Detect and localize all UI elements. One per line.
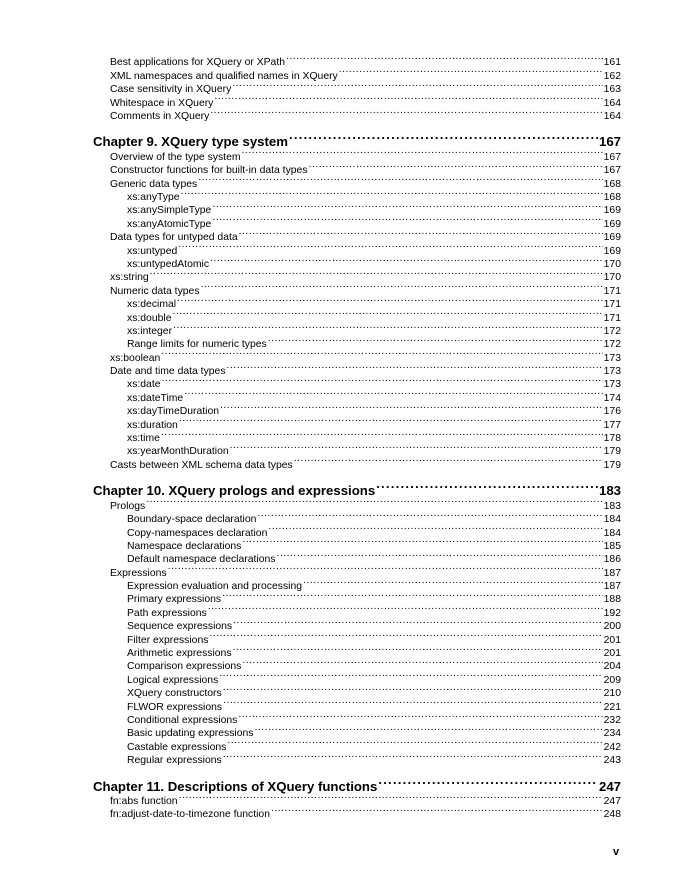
toc-entry-title: Overview of the type system [110, 151, 241, 163]
dot-leader [222, 589, 603, 602]
toc-entry-page: 185 [603, 540, 621, 552]
dot-leader [376, 478, 598, 495]
toc-entry-page: 172 [603, 339, 621, 351]
toc-entry[interactable] [93, 387, 621, 404]
toc-entry-title: Castable expressions [127, 741, 227, 753]
toc-chapter-entry[interactable] [93, 774, 621, 794]
toc-entry-title: xs:dayTimeDuration [127, 406, 220, 418]
toc-entry-page: 167 [603, 165, 621, 177]
toc-entry-page: 163 [603, 84, 621, 96]
toc-chapter-entry[interactable] [93, 129, 621, 150]
dot-leader [303, 576, 603, 589]
dot-leader [230, 441, 603, 454]
toc-entry[interactable] [93, 495, 621, 512]
toc-entry-page: 162 [603, 70, 621, 82]
dot-leader [210, 106, 602, 119]
toc-entry-title: xs:string [110, 272, 149, 284]
toc-entry-page: 178 [603, 433, 621, 445]
dot-leader [208, 602, 603, 615]
dot-leader [161, 347, 602, 360]
toc-entry-title: xs:anyType [127, 192, 180, 204]
toc-entry-title: XQuery constructors [127, 688, 222, 700]
toc-entry-page: 171 [603, 312, 621, 324]
toc-entry-page: 174 [603, 392, 621, 404]
dot-leader [309, 160, 603, 173]
dot-leader [239, 227, 603, 240]
dot-leader [242, 656, 602, 669]
toc-entry-title: Chapter 11. Descriptions of XQuery functions [93, 778, 378, 794]
toc-entry-title: Constructor functions for built-in data types [110, 165, 308, 177]
toc-entry-page: 170 [603, 272, 621, 284]
toc-entry[interactable] [93, 347, 621, 364]
toc-entry-title: Data types for untyped data [110, 232, 238, 244]
toc-entry-page: 173 [603, 366, 621, 378]
toc-entry[interactable] [93, 307, 621, 324]
dot-leader [223, 696, 603, 709]
dot-leader [172, 307, 602, 320]
toc-entry-title: Arithmetic expressions [127, 648, 232, 660]
toc-entry-title: Logical expressions [127, 674, 219, 686]
toc-entry-page: 247 [598, 778, 621, 794]
dot-leader [146, 495, 602, 508]
toc-entry-page: 168 [603, 192, 621, 204]
table-of-contents [93, 52, 621, 821]
toc-entry-title: Comments in XQuery [110, 110, 210, 122]
toc-entry-page: 204 [603, 661, 621, 673]
toc-entry-page: 179 [603, 446, 621, 458]
toc-entry[interactable] [93, 280, 621, 297]
dot-leader [271, 804, 603, 817]
toc-entry-title: xs:date [127, 379, 161, 391]
toc-entry-title: xs:untypedAtomic [127, 258, 210, 270]
toc-entry-page: 184 [603, 527, 621, 539]
toc-entry-page: 171 [603, 285, 621, 297]
dot-leader [168, 562, 603, 575]
toc-entry-page: 183 [598, 483, 621, 499]
toc-entry-page: 173 [603, 352, 621, 364]
dot-leader [212, 213, 602, 226]
toc-entry-page: 243 [603, 755, 621, 767]
toc-entry-page: 161 [603, 57, 621, 69]
toc-entry-title: xs:time [127, 433, 160, 445]
toc-entry-page: 169 [603, 245, 621, 257]
toc-entry-page: 247 [603, 796, 621, 808]
toc-entry-title: Best applications for XQuery or XPath [110, 57, 285, 69]
toc-entry-page: 192 [603, 607, 621, 619]
toc-entry-page: 187 [603, 581, 621, 593]
toc-entry-title: Case sensitivity in XQuery [110, 84, 232, 96]
dot-leader [173, 321, 603, 334]
page-number: v [613, 846, 620, 858]
toc-entry-page: 187 [603, 567, 621, 579]
toc-entry-page: 232 [603, 714, 621, 726]
toc-entry-page: 201 [603, 648, 621, 660]
toc-entry-page: 177 [603, 419, 621, 431]
toc-entry-title: xs:yearMonthDuration [127, 446, 229, 458]
toc-entry-title: Comparison expressions [127, 661, 242, 673]
dot-leader [179, 414, 603, 427]
toc-entry-page: 168 [603, 178, 621, 190]
toc-entry-title: Numeric data types [110, 285, 200, 297]
dot-leader [181, 187, 603, 200]
dot-leader [227, 361, 603, 374]
toc-entry-title: Sequence expressions [127, 621, 233, 633]
toc-entry[interactable] [93, 441, 621, 458]
toc-entry-title: Prologs [110, 500, 146, 512]
toc-entry-page: 200 [603, 621, 621, 633]
toc-entry[interactable] [93, 267, 621, 284]
dot-leader [233, 616, 603, 629]
toc-entry-title: Conditional expressions [127, 714, 238, 726]
toc-entry-title: Path expressions [127, 607, 207, 619]
toc-entry-title: Generic data types [110, 178, 198, 190]
toc-entry-page: 169 [603, 218, 621, 230]
dot-leader [219, 669, 602, 682]
toc-entry-page: 164 [603, 97, 621, 109]
toc-entry-title: Filter expressions [127, 634, 209, 646]
dot-leader [227, 736, 602, 749]
toc-entry-title: Whitespace in XQuery [110, 97, 214, 109]
dot-leader [255, 723, 603, 736]
toc-entry-page: 188 [603, 594, 621, 606]
dot-leader [339, 65, 603, 78]
toc-entry-page: 242 [603, 741, 621, 753]
dot-leader [268, 334, 603, 347]
toc-entry-title: fn:adjust-date-to-timezone function [110, 809, 270, 821]
dot-leader [223, 683, 603, 696]
dot-leader [232, 79, 602, 92]
toc-entry-page: 201 [603, 634, 621, 646]
dot-leader [214, 92, 602, 105]
dot-leader [210, 254, 603, 267]
dot-leader [268, 522, 602, 535]
toc-entry-title: Range limits for numeric types [127, 339, 267, 351]
toc-entry[interactable] [93, 509, 621, 526]
toc-entry-page: 167 [598, 134, 621, 150]
dot-leader [238, 710, 602, 723]
toc-entry-title: XML namespaces and qualified names in XQuery [110, 70, 338, 82]
toc-entry-title: Copy-namespaces declaration [127, 527, 268, 539]
dot-leader [276, 549, 602, 562]
dot-leader [220, 401, 603, 414]
dot-leader [162, 374, 603, 387]
dot-leader [179, 791, 603, 804]
toc-entry-page: 210 [603, 688, 621, 700]
dot-leader [378, 774, 598, 791]
toc-entry-page: 179 [603, 459, 621, 471]
toc-entry-title: Date and time data types [110, 366, 226, 378]
toc-entry-page: 184 [603, 514, 621, 526]
dot-leader [257, 509, 602, 522]
dot-leader [242, 536, 602, 549]
toc-entry-title: fn:abs function [110, 796, 178, 808]
toc-entry[interactable] [93, 321, 621, 337]
toc-entry[interactable] [93, 361, 621, 378]
toc-entry-title: xs:untyped [127, 245, 178, 257]
toc-entry[interactable] [93, 52, 621, 69]
dot-leader [201, 280, 603, 293]
dot-leader [150, 267, 603, 280]
toc-entry-title: Regular expressions [127, 755, 222, 767]
toc-entry-title: FLWOR expressions [127, 701, 223, 713]
toc-entry-page: 173 [603, 379, 621, 391]
toc-entry-title: Default namespace declarations [127, 554, 276, 566]
dot-leader [184, 387, 602, 400]
toc-entry-page: 186 [603, 554, 621, 566]
toc-entry-title: Boundary-space declaration [127, 514, 257, 526]
dot-leader [294, 454, 603, 467]
toc-entry-title: Expressions [110, 567, 167, 579]
toc-entry[interactable] [93, 374, 621, 391]
toc-entry-title: Chapter 9. XQuery type system [93, 134, 288, 150]
toc-entry-title: xs:anySimpleType [127, 205, 212, 217]
toc-entry-page: 183 [603, 500, 621, 512]
toc-entry[interactable] [93, 334, 621, 351]
toc-chapter-entry[interactable] [93, 478, 621, 499]
toc-entry-page: 169 [603, 205, 621, 217]
toc-entry[interactable] [93, 562, 621, 579]
toc-entry-title: Expression evaluation and processing [127, 581, 303, 593]
toc-entry-page: 167 [603, 151, 621, 163]
toc-entry-page: 221 [603, 701, 621, 713]
toc-entry-page: 170 [603, 258, 621, 270]
toc-entry-page: 164 [603, 110, 621, 122]
dot-leader [161, 428, 603, 441]
toc-entry-title: Primary expressions [127, 594, 222, 606]
dot-leader [177, 294, 603, 307]
toc-entry[interactable] [93, 428, 621, 445]
toc-entry-title: xs:duration [127, 419, 178, 431]
toc-entry-title: Chapter 10. XQuery prologs and expressions [93, 483, 376, 499]
dot-leader [212, 200, 602, 213]
dot-leader [286, 52, 603, 65]
toc-entry-page: 248 [603, 809, 621, 821]
dot-leader [198, 173, 602, 186]
dot-leader [178, 240, 602, 253]
toc-entry-title: xs:double [127, 312, 172, 324]
toc-entry-title: xs:decimal [127, 299, 177, 311]
dot-leader [233, 643, 603, 656]
toc-entry-title: Namespace declarations [127, 540, 242, 552]
toc-entry-title: Basic updating expressions [127, 728, 254, 740]
toc-entry-title: xs:boolean [110, 352, 161, 364]
toc-entry-title: xs:anyAtomicType [127, 218, 212, 230]
toc-entry-title: Casts between XML schema data types [110, 459, 293, 471]
toc-entry-page: 176 [603, 406, 621, 418]
toc-entry-page: 172 [603, 325, 621, 337]
dot-leader [223, 750, 603, 763]
dot-leader [289, 129, 598, 146]
toc-entry-page: 234 [603, 728, 621, 740]
toc-entry-page: 171 [603, 299, 621, 311]
dot-leader [242, 146, 603, 159]
toc-entry-title: xs:dateTime [127, 392, 184, 404]
dot-leader [209, 629, 602, 642]
toc-entry[interactable] [93, 576, 621, 593]
toc-entry-title: xs:integer [127, 325, 173, 337]
toc-entry-page: 209 [603, 674, 621, 686]
toc-entry-page: 169 [603, 232, 621, 244]
